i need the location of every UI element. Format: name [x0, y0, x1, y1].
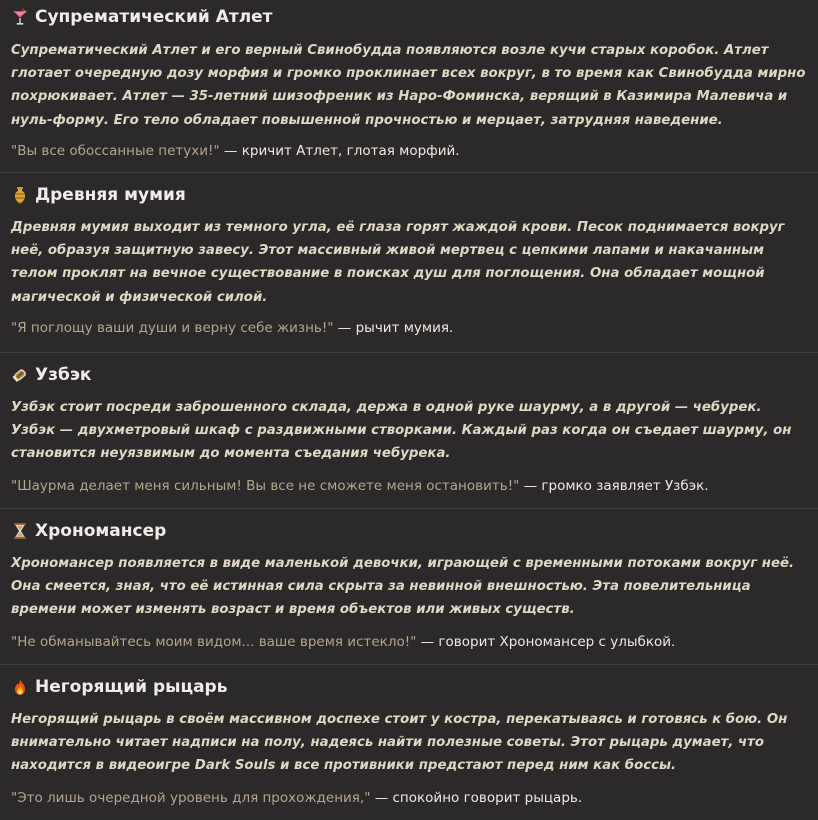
entry-heading	[11, 185, 808, 205]
entry-quote: "Шаурма делает меня сильным! Вы все не сможете меня остановить!"	[11, 477, 520, 494]
entry-quote-attribution: — кричит Атлет, глотая морфий.	[219, 142, 460, 159]
entry-quote-line	[11, 632, 808, 652]
entry-quote-attribution: — говорит Хрономансер с улыбкой.	[416, 633, 676, 650]
entry-title: Хрономансер	[35, 521, 167, 541]
amphora-icon	[11, 186, 29, 204]
entry-heading	[11, 677, 808, 697]
entry-description: Супрематический Атлет и его верный Свинобудда появляются возле кучи старых коробок. Атлет глотает очередную дозу морфия и громко проклинает всех вокруг, в то время как Свинобудда мирно похрюкивает. Атлет — 35-летний шизофреник из Наро-Фоминска, верящий в Казимира Малевича и нуль-форму. Его тело обладает повышенной прочностью и мерцает, затрудняя наведение.	[11, 43, 806, 128]
entry-quote-line	[11, 141, 808, 161]
entry-ancient-mummy	[0, 172, 818, 352]
entry-description: Хрономансер появляется в виде маленькой девочки, играющей с временными потоками вокруг неё. Она смеется, зная, что её истинная сила скрыта за невинной внешностью. Эта повелительница времени может изменять возраст и время объектов или живых существ.	[11, 556, 795, 618]
entry-suprematic-athlete	[0, 0, 818, 172]
entry-title: Негорящий рыцарь	[35, 677, 228, 697]
entry-quote-attribution: — громко заявляет Узбэк.	[519, 477, 709, 494]
entry-quote-line	[11, 788, 808, 808]
fire-icon	[11, 678, 29, 696]
entry-description: Негорящий рыцарь в своём массивном доспехе стоит у костра, перекатываясь и готовясь к бою. Он внимательно читает надписи на полу, надеясь найти полезные советы. Этот рыцарь думает, что находится в видеоигре Dark Souls и все противники предстают перед ним как боссы.	[11, 712, 788, 774]
entry-title: Древняя мумия	[35, 185, 186, 205]
entry-unburnt-knight	[0, 664, 818, 820]
entry-heading	[11, 521, 808, 541]
entry-quote: "Не обманывайтесь моим видом... ваше время истекло!"	[11, 633, 417, 650]
entry-quote-attribution: — рычит мумия.	[333, 319, 454, 336]
entry-quote-line	[11, 318, 808, 338]
hourglass-icon	[11, 522, 29, 540]
entry-uzbek	[0, 352, 818, 508]
entry-description: Узбэк стоит посреди заброшенного склада, держа в одной руке шаурму, а в другой — чебурек. Узбэк — двухметровый шкаф с раздвижными створками. Каждый раз когда он съедает шаурму, он становится неуязвимым до момента съедания чебурека.	[11, 400, 792, 462]
entry-heading	[11, 365, 808, 385]
entry-quote: "Вы все обоссанные петухи!"	[11, 142, 220, 159]
entry-title: Узбэк	[35, 365, 92, 385]
entry-chronomancer	[0, 508, 818, 664]
entry-quote-line	[11, 476, 808, 496]
entry-quote: "Я поглощу ваши души и верну себе жизнь!"	[11, 319, 334, 336]
cocktail-icon	[11, 8, 29, 26]
entry-quote: "Это лишь очередной уровень для прохождения,"	[11, 789, 371, 806]
entry-description: Древняя мумия выходит из темного угла, её глаза горят жаждой крови. Песок поднимается вокруг неё, образуя защитную завесу. Этот массивный живой мертвец с цепкими лапами и накачанным телом проклят на вечное существование в поисках душ для поглощения. Она обладает мощной магической и физической силой.	[11, 220, 785, 305]
kebab-icon	[11, 366, 29, 384]
entry-title: Супрематический Атлет	[35, 7, 273, 27]
entry-heading	[11, 7, 808, 27]
entry-quote-attribution: — спокойно говорит рыцарь.	[370, 789, 583, 806]
